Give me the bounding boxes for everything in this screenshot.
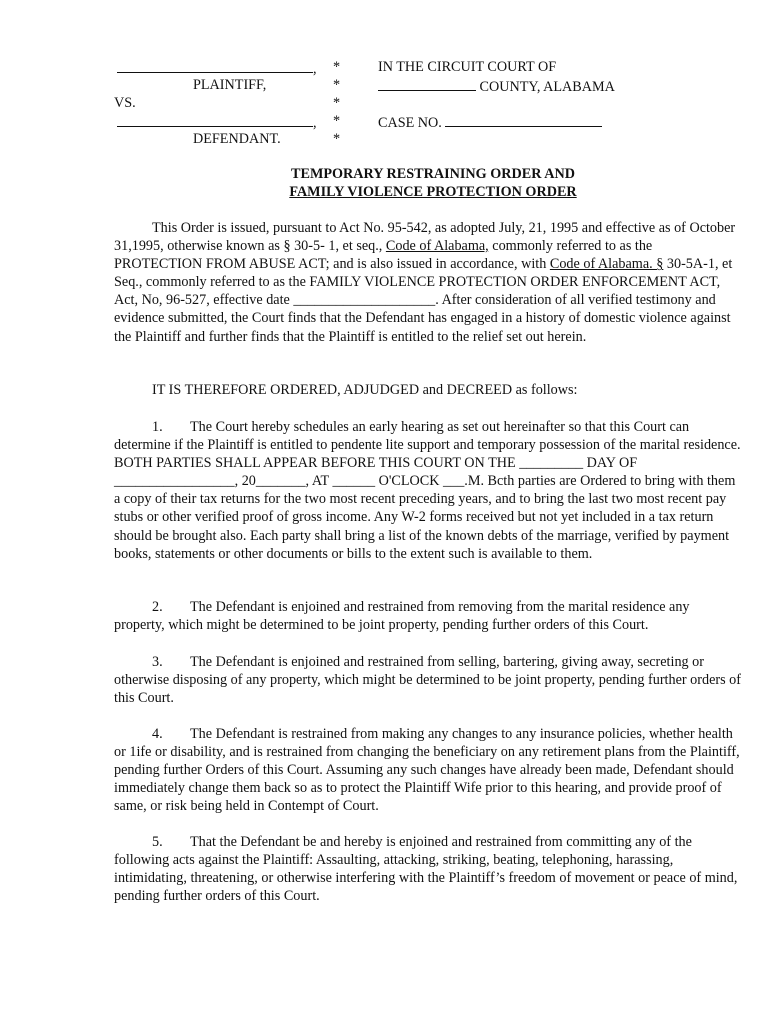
item-number: 1. (152, 419, 163, 435)
order-title-line1: TEMPORARY RESTRAINING ORDER AND (291, 166, 575, 182)
plaintiff-label: PLAINTIFF, (193, 77, 267, 93)
plaintiff-name-line: , (117, 58, 317, 78)
item-number: 5. (152, 834, 163, 850)
intro-paragraph: This Order is issued, pursuant to Act No. 95-542, as adopted July, 21, 1995 and effective as of October 31,1995, otherwise known as § 30-5- 1, et seq., Code of Alabama, commonly referred to as the PROTECTION FROM ABUSE ACT; and is also issued in accordance, with Code of Alabama. § 30-5A-1, et Seq., commonly referred to as the FAMILY VIOLENCE PROTECTION ORDER ENFORCEMENT ACT, Act, No, 96-527, effective date ____________________. After consideration of all verified testimony and evidence submitted, the Court finds that the Defendant has engaged in a history of domestic violence against the Plaintiff and further finds that the Plaintiff is entitled to the relief set out herein. (114, 220, 736, 345)
order-item-1: 1. The Court hereby schedules an early hearing as set out hereinafter so that this Court can determine if the Plaintiff is entitled to pendente lite support and temporary possession of the marital residence. BOTH PARTIES SHALL APPEAR BEFORE THIS COURT ON THE _________ DAY OF _________________, 20_______, AT ______ O'CLOCK ___.M. Bcth parties are Ordered to bring with them a copy of their tax returns for the two most recent preceding years, and to bring the last two most recent pay stubs or other verified proof of gross income. Any W-2 forms received but not yet included in a tax return should be brought also. Each party shall bring a list of the known debts of the marriage, verified by payment books, statements or other documents or bills to the extent such is available to them. (114, 419, 741, 562)
defendant-name-line: , (117, 112, 317, 132)
code-of-alabama-ref: Code of Alabama, (385, 238, 489, 255)
defendant-label: DEFENDANT. (193, 131, 281, 147)
vs-label: VS. (114, 95, 136, 111)
item-number: 2. (152, 599, 163, 615)
court-county: COUNTY, ALABAMA (378, 76, 615, 96)
order-item-5: 5. That the Defendant be and hereby is enjoined and restrained from committing any of the following acts against the Plaintiff: Assaulting, attacking, striking, beating, telephoning, harassing, intimidating, threatening, or otherwise interfering with the Plaintiff’s freedom of movement or peace of mind, pending further orders of this Court. (114, 834, 738, 905)
order-item-2: 2. The Defendant is enjoined and restrained from removing from the marital residence any property, which might be determined to be joint property, pending further orders of this Court. (114, 599, 690, 634)
order-title-line2: FAMILY VIOLENCE PROTECTION ORDER (289, 184, 577, 200)
court-name: IN THE CIRCUIT COURT OF (378, 59, 557, 75)
case-number: CASE NO. (378, 112, 602, 132)
caption-star: * (333, 77, 341, 93)
caption-star: * (333, 131, 341, 147)
order-item-3: 3. The Defendant is enjoined and restrained from selling, bartering, giving away, secreting or otherwise disposing of any property, which might be determined to be joint property, pending further orders of this Court. (114, 654, 741, 707)
ordered-heading: IT IS THEREFORE ORDERED, ADJUDGED and DECREED as follows: (152, 382, 578, 398)
caption-star: * (333, 95, 341, 111)
item-number: 3. (152, 654, 163, 670)
order-item-4: 4. The Defendant is restrained from making any changes to any insurance policies, whether health or 1ife or disability, and is restrained from changing the beneficiary on any retirement plans from the Plaintiff, pending further Orders of this Court. Assuming any such changes have already been made, Defendant should immediately change them back so as to protect the Plaintiff Wife prior to this hearing, and provide proof of same, or risk being held in Contempt of Court. (114, 726, 740, 815)
item-number: 4. (152, 726, 163, 742)
caption-star: * (333, 113, 341, 129)
caption-star: * (333, 59, 341, 75)
code-of-alabama-ref: Code of Alabama. § (549, 256, 664, 273)
